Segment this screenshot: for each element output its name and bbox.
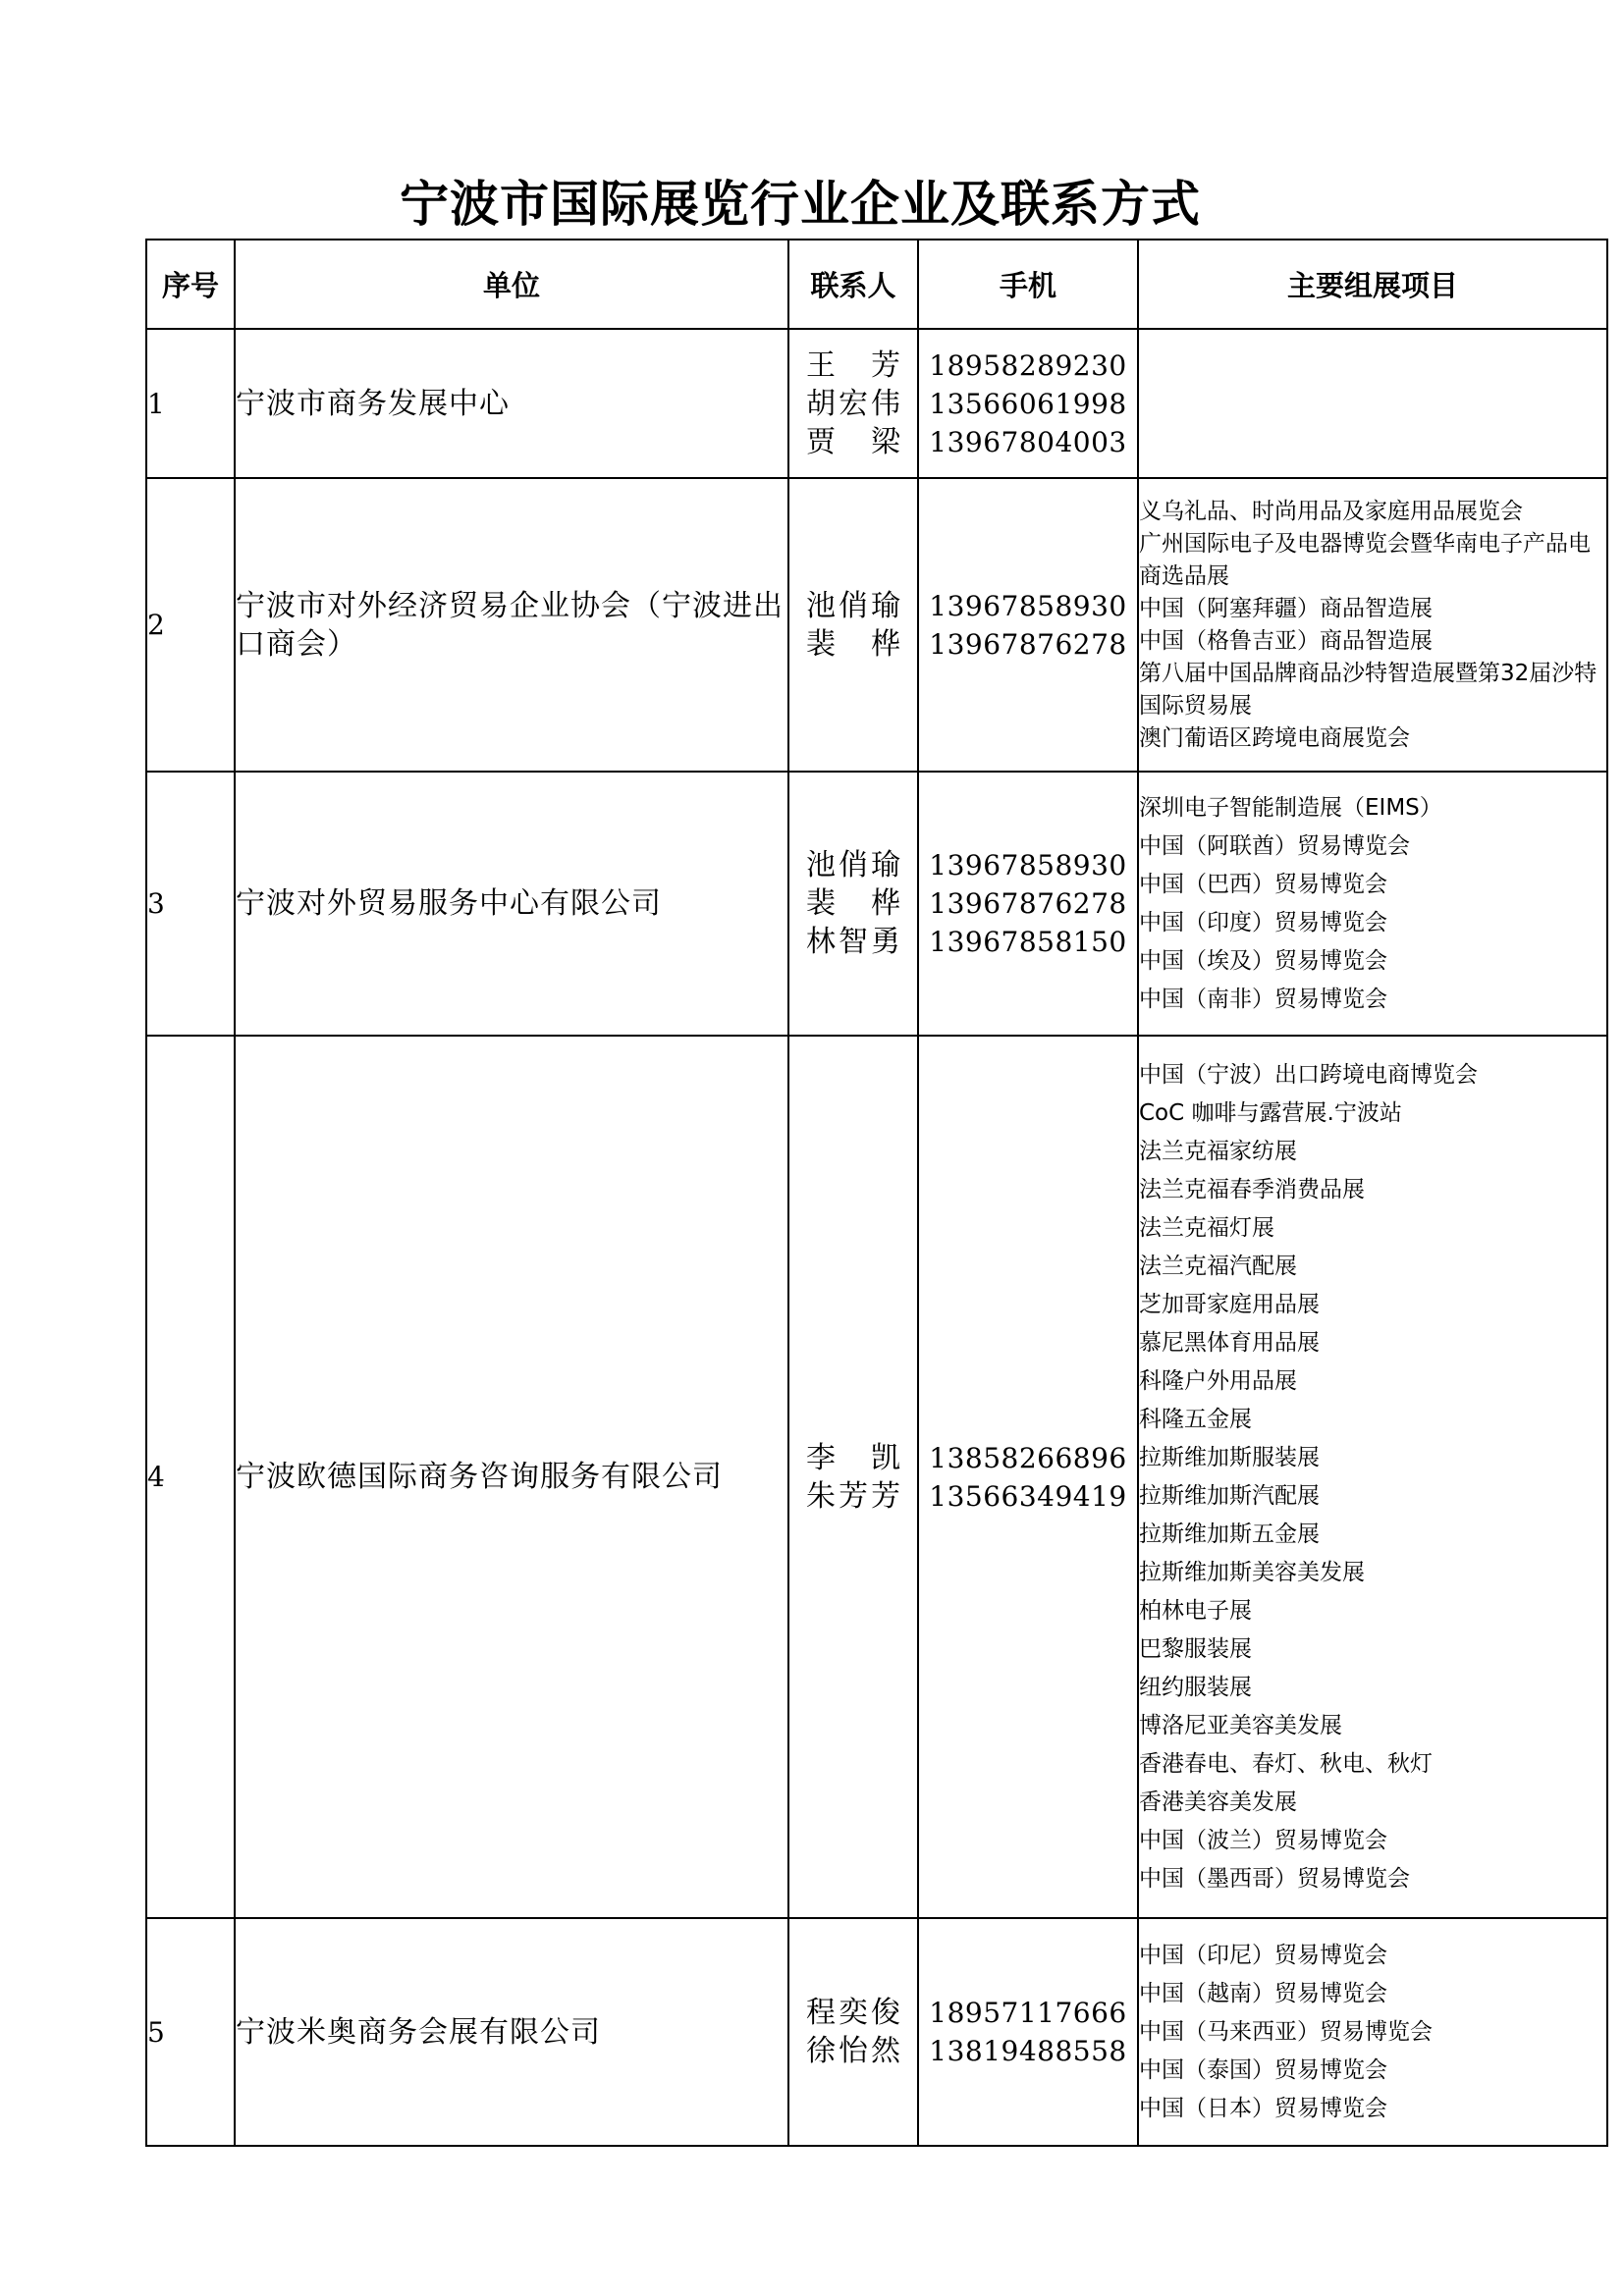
project-list <box>1138 478 1607 772</box>
project-item: 第八届中国品牌商品沙特智造展暨第32届沙特国际贸易展 <box>1139 660 1597 719</box>
column-header-contact: 联系人 <box>788 240 918 329</box>
project-item: 博洛尼亚美容美发展 <box>1139 1712 1342 1738</box>
contact-name: 裴 桦 <box>806 886 900 921</box>
project-item: 中国（南非）贸易博览会 <box>1139 986 1387 1012</box>
phone-number: 13967858150 <box>929 926 1127 958</box>
project-item: 义乌礼品、时尚用品及家庭用品展览会 <box>1139 498 1523 524</box>
phone-number: 13967876278 <box>929 887 1127 920</box>
contact-persons <box>788 478 918 772</box>
project-item: 中国（日本）贸易博览会 <box>1139 2095 1387 2121</box>
phone-numbers <box>918 478 1138 772</box>
contact-name: 贾 梁 <box>806 424 900 459</box>
phone-number: 13566061998 <box>929 387 1127 420</box>
contact-name: 程奕俊 <box>806 1996 900 2030</box>
project-item: 慕尼黑体育用品展 <box>1139 1329 1320 1356</box>
project-item: CoC 咖啡与露营展.宁波站 <box>1139 1099 1402 1126</box>
phone-number: 13566349419 <box>929 1479 1127 1513</box>
contact-name: 胡宏伟 <box>806 386 900 421</box>
row-number: 3 <box>146 772 235 1036</box>
project-item: 中国（阿塞拜疆）商品智造展 <box>1139 595 1433 621</box>
organization-name: 宁波市商务发展中心 <box>235 329 788 478</box>
project-item: 中国（埃及）贸易博览会 <box>1139 947 1387 974</box>
row-number: 1 <box>146 329 235 478</box>
project-item: 柏林电子展 <box>1139 1597 1252 1624</box>
project-list <box>1138 772 1607 1036</box>
phone-number: 13967858930 <box>929 589 1127 622</box>
project-item: 法兰克福家纺展 <box>1139 1138 1297 1164</box>
project-list <box>1138 1918 1607 2146</box>
contacts-table <box>145 239 1608 2147</box>
page-title: 宁波市国际展览行业企业及联系方式 <box>400 175 1201 233</box>
project-item: 中国（马来西亚）贸易博览会 <box>1139 2018 1433 2045</box>
project-item: 纽约服装展 <box>1139 1674 1252 1700</box>
project-list <box>1138 1036 1607 1918</box>
phone-number: 13967876278 <box>929 627 1127 661</box>
project-item: 中国（印尼）贸易博览会 <box>1139 1942 1387 1968</box>
contact-name: 朱芳芳 <box>806 1478 900 1514</box>
row-number: 4 <box>146 1036 235 1918</box>
contact-name: 徐怡然 <box>806 2034 900 2068</box>
project-item: 中国（格鲁吉亚）商品智造展 <box>1139 627 1433 654</box>
project-item: 拉斯维加斯汽配展 <box>1139 1482 1320 1509</box>
project-item: 法兰克福汽配展 <box>1139 1253 1297 1279</box>
project-list <box>1138 329 1607 478</box>
project-item: 巴黎服装展 <box>1139 1635 1252 1662</box>
phone-number: 13967858930 <box>929 849 1127 881</box>
contact-name: 王 芳 <box>806 347 900 383</box>
project-item: 科隆户外用品展 <box>1139 1367 1297 1394</box>
organization-name: 宁波米奥商务会展有限公司 <box>235 1918 788 2146</box>
row-number: 5 <box>146 1918 235 2146</box>
contact-persons <box>788 772 918 1036</box>
column-header-organization: 单位 <box>235 240 788 329</box>
project-item: 芝加哥家庭用品展 <box>1139 1291 1320 1317</box>
project-item: 拉斯维加斯服装展 <box>1139 1444 1320 1470</box>
column-header-number: 序号 <box>146 240 235 329</box>
project-item: 香港美容美发展 <box>1139 1789 1297 1815</box>
contact-name: 裴 桦 <box>806 626 900 662</box>
header-row <box>146 240 1607 329</box>
project-item: 香港春电、春灯、秋电、秋灯 <box>1139 1750 1433 1777</box>
organization-name: 宁波欧德国际商务咨询服务有限公司 <box>235 1036 788 1918</box>
row-number: 2 <box>146 478 235 772</box>
project-item: 深圳电子智能制造展（EIMS） <box>1139 794 1442 821</box>
table-row <box>146 1918 1607 2146</box>
project-item: 拉斯维加斯五金展 <box>1139 1521 1320 1547</box>
contact-name: 林智勇 <box>806 925 900 959</box>
phone-number: 18957117666 <box>929 1997 1127 2029</box>
column-header-phone: 手机 <box>918 240 1138 329</box>
project-item: 中国（越南）贸易博览会 <box>1139 1980 1387 2006</box>
phone-numbers <box>918 772 1138 1036</box>
project-item: 广州国际电子及电器博览会暨华南电子产品电商选品展 <box>1139 530 1591 589</box>
project-item: 科隆五金展 <box>1139 1406 1252 1432</box>
phone-number: 13858266896 <box>929 1441 1127 1474</box>
contact-persons <box>788 329 918 478</box>
phone-number: 13819488558 <box>929 2035 1127 2067</box>
project-item: 澳门葡语区跨境电商展览会 <box>1139 724 1410 751</box>
table-row <box>146 478 1607 772</box>
organization-name: 宁波市对外经济贸易企业协会（宁波进出口商会） <box>235 478 788 772</box>
contact-name: 池俏瑜 <box>806 848 900 882</box>
project-item: 中国（巴西）贸易博览会 <box>1139 871 1387 897</box>
column-header-projects: 主要组展项目 <box>1138 240 1607 329</box>
project-item: 中国（阿联酋）贸易博览会 <box>1139 832 1410 859</box>
project-item: 法兰克福灯展 <box>1139 1214 1274 1241</box>
contact-name: 池俏瑜 <box>806 588 900 623</box>
project-item: 法兰克福春季消费品展 <box>1139 1176 1365 1202</box>
project-item: 拉斯维加斯美容美发展 <box>1139 1559 1365 1585</box>
phone-number: 18958289230 <box>929 348 1127 382</box>
organization-name: 宁波对外贸易服务中心有限公司 <box>235 772 788 1036</box>
project-item: 中国（泰国）贸易博览会 <box>1139 2056 1387 2083</box>
project-item: 中国（波兰）贸易博览会 <box>1139 1827 1387 1853</box>
table-row <box>146 772 1607 1036</box>
project-item: 中国（墨西哥）贸易博览会 <box>1139 1865 1410 1892</box>
contact-name: 李 凯 <box>806 1440 900 1475</box>
phone-numbers <box>918 1036 1138 1918</box>
contact-persons <box>788 1918 918 2146</box>
project-item: 中国（宁波）出口跨境电商博览会 <box>1139 1061 1478 1088</box>
phone-numbers <box>918 329 1138 478</box>
phone-number: 13967804003 <box>929 425 1127 458</box>
table-row <box>146 1036 1607 1918</box>
phone-numbers <box>918 1918 1138 2146</box>
project-item: 中国（印度）贸易博览会 <box>1139 909 1387 935</box>
table-row <box>146 329 1607 478</box>
contact-persons <box>788 1036 918 1918</box>
